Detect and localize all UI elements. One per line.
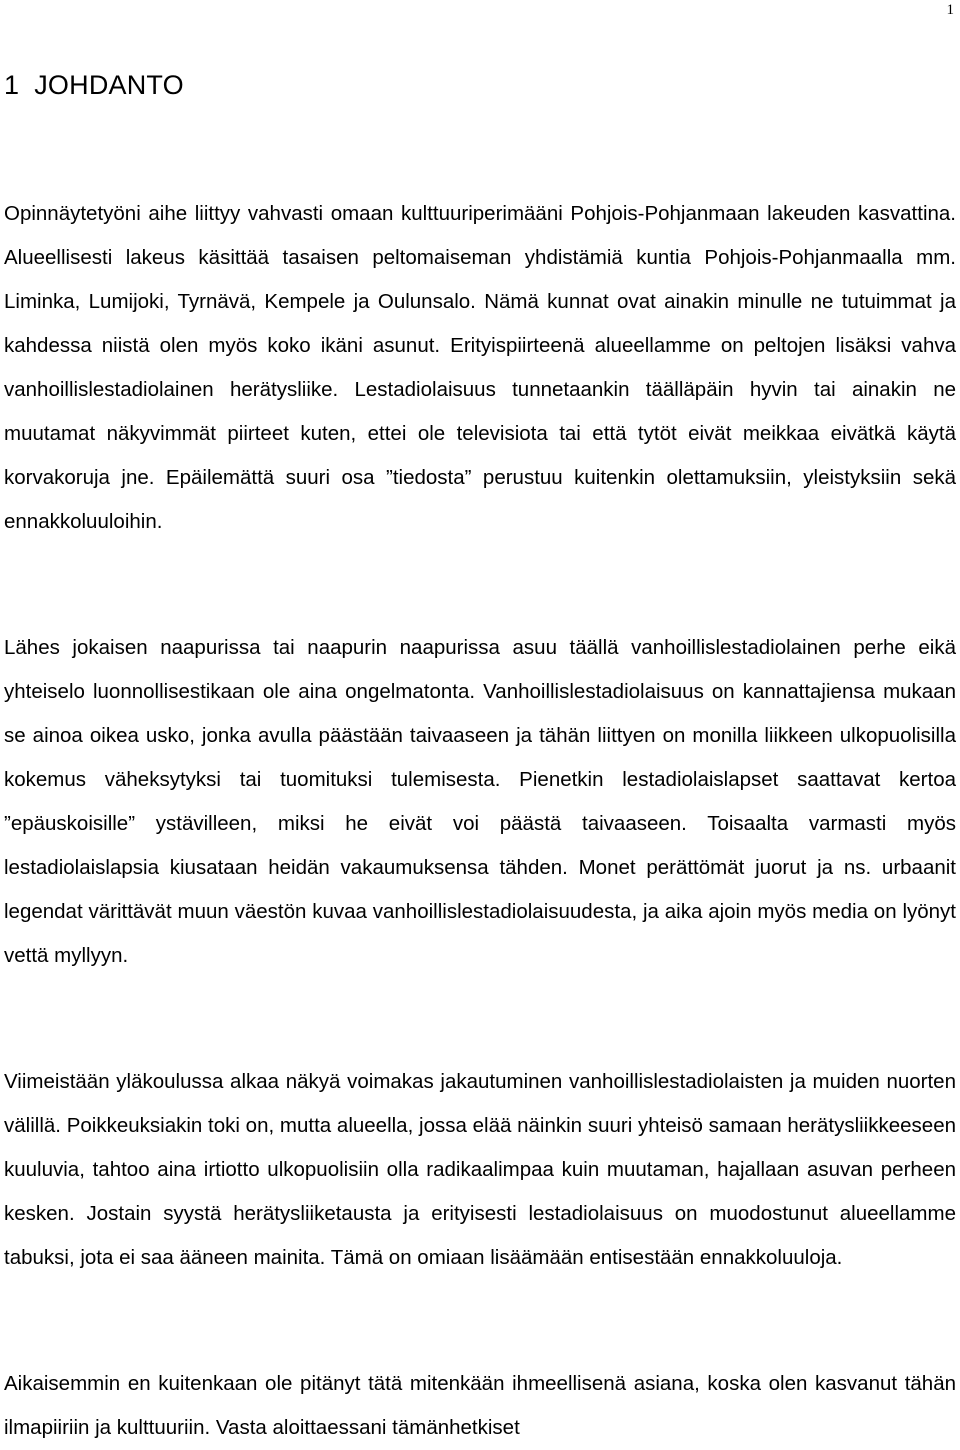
paragraph-3: Viimeistään yläkoulussa alkaa näkyä voimakas jakautuminen vanhoillislestadiolaisten ja muiden nuorten välillä. Poikkeuksiakin toki on, mutta alueella, jossa elää näinkin suuri yhteisö samaan herätysliikkeeseen kuuluvia, tahtoo aina irtiotto ulkopuolisiin olla radikaalimpaa kuin muutaman, hajallaan asuvan perheen kesken. Jostain syystä herätysliiketausta ja erityisesti lestadiolaisuus on muodostunut alueellamme tabuksi, jota ei saa ääneen mainita. Tämä on omiaan lisäämään entisestään ennakkoluuloja. [4,1070,956,1269]
section-number: 1 [4,70,20,100]
section-heading [4,70,184,101]
paragraph-1: Opinnäytetyöni aihe liittyy vahvasti omaan kulttuuriperimääni Pohjois-Pohjanmaan lakeuden kasvattina. Alueellisesti lakeus käsittää tasaisen peltomaiseman yhdistämiä kuntia Pohjois-Pohjanmaalla mm. Liminka, Lumijoki, Tyrnävä, Kempele ja Oulunsalo. Nämä kunnat ovat ainakin minulle ne tutuimmat ja kahdessa niistä olen myös koko ikäni asunut. Erityispiirteenä alueellamme on peltojen lisäksi vahva vanhoillislestadiolainen herätysliike. Lestadiolaisuus tunnetaankin täälläpäin hyvin tai ainakin ne muutamat näkyvimmät piirteet kuten, ettei ole televisiota tai että tytöt eivät meikkaa eivätkä käytä korvakoruja jne. Epäilemättä suuri osa ”tiedosta” perustuu kuitenkin olettamuksiin, yleistyksiin sekä ennakkoluuloihin. [4,202,956,533]
section-title: JOHDANTO [34,70,184,100]
paragraph-2: Lähes jokaisen naapurissa tai naapurin naapurissa asuu täällä vanhoillislestadiolainen perhe eikä yhteiselo luonnollisestikaan ole aina ongelmatonta. Vanhoillislestadiolaisuus on kannattajiensa mukaan se ainoa oikea usko, jonka avulla päästään taivaaseen ja tähän liittyen on monilla liikkeen ulkopuolisilla kokemus väheksytyksi tai tuomituksi tulemisesta. Pienetkin lestadiolaislapset saattavat kertoa ”epäuskoisille” ystävilleen, miksi he eivät voi päästä taivaaseen. Toisaalta varmasti myös lestadiolaislapsia kiusataan heidän vakaumuksensa tähden. Monet perättömät juorut ja ns. urbaanit legendat värittävät muun väestön kuvaa vanhoillislestadiolaisuudesta, ja aika ajoin myös media on lyönyt vettä myllyyn. [4,636,956,967]
paragraph-4: Aikaisemmin en kuitenkaan ole pitänyt tätä mitenkään ihmeellisenä asiana, koska olen kasvanut tähän ilmapiiriin ja kulttuuriin. Vasta aloittaessani tämänhetkiset [4,1372,956,1439]
page-number: 1 [946,2,954,18]
